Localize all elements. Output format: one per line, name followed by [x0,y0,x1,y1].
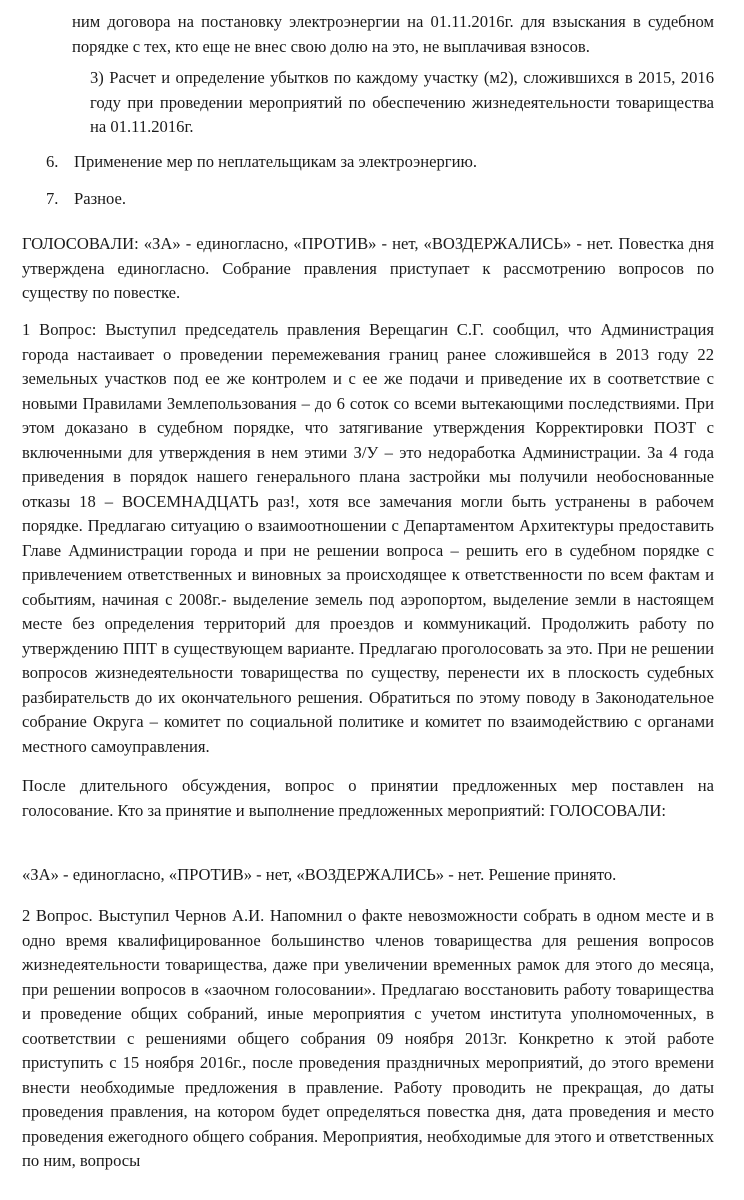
agenda-item-text: Применение мер по неплательщикам за электроэнергию. [74,152,477,171]
discussion-paragraph: После длительного обсуждения, вопрос о принятии предложенных мер поставлен на голосование. Кто за принятие и выполнение предложенных мероприятий: ГОЛОСОВАЛИ: [22,776,714,820]
agenda-item-number: 7. [46,189,59,208]
question-2-paragraph: 2 Вопрос. Выступил Чернов А.И. Напомнил о факте невозможности собрать в одном месте и в одно время квалифицированное большинство членов товарищества для решения вопросов жизнедеятельности товарищества, даже при увеличении временных рамок для этого до месяца, при решении вопросов в «заочном голосовании». Предлагаю восстановить работу товарищества и проведение общих собраний, иные мероприятия с учетом института уполномоченных, в соответствии с решениями общего собрания 09 ноября 2013г. Конкретно к этой работе приступить с 15 ноября 2016г., после проведения праздничных мероприятий, до этого времени внести необходимые предложения в правление. Работу проводить не прекращая, до даты проведения правления, на котором будет определяться повестка дня, дата проведения и место проведения ежегодного общего собрания. Мероприятия, необходимые для этого и ответственных по ним, вопросы [22,906,714,1170]
agenda-item-6 [46,150,714,175]
agenda-item-number: 6. [46,152,59,171]
agenda-subitem-3: 3) Расчет и определение убытков по каждому участку (м2), сложившихся в 2015, 2016 году при проведении мероприятий по обеспечению жизнедеятельности товарищества на 01.11.2016г. [90,68,714,136]
agenda-item-text: Разное. [74,189,127,208]
vote-result-paragraph: «ЗА» - единогласно, «ПРОТИВ» - нет, «ВОЗДЕРЖАЛИСЬ» - нет. Решение принято. [22,865,617,884]
intro-continuation-paragraph: ним договора на постановку электроэнергии на 01.11.2016г. для взыскания в судебном порядке с тех, кто еще не внес свою долю на это, не выплачивая взносов. [72,12,714,56]
agenda-item-7 [46,187,714,212]
question-1-paragraph: 1 Вопрос: Выступил председатель правления Верещагин С.Г. сообщил, что Администрация города настаивает о проведении перемежевания границ ранее сложившейся в 2013 году 22 земельных участков под ее же контролем и с ее же подачи и приведение их в соответствие с новыми Правилами Землепользования – до 6 соток со всеми вытекающими последствиями. При этом доказано в судебном порядке, что затягивание утверждения Корректировки ПОЗТ с включенными для утверждения в нем этими З/У – это недоработка Администрации. За 4 года приведения в порядок нашего генерального плана застройки мы получили необоснованные отказы 18 – ВОСЕМНАДЦАТЬ раз!, хотя все замечания могли быть устранены в рабочем порядке. Предлагаю ситуацию о взаимоотношении с Департаментом Архитектуры предоставить Главе Администрации города и при не решении вопроса – решить его в судебном порядке с привлечением ответственных и виновных за происходящее к ответственности по всем фактам и событиям, начиная с 2008г.- выделение земель под аэропортом, выделение земли в настоящем месте без определения территорий для проездов и коммуникаций. Продолжить работу по утверждению ППТ в существующем варианте. Предлагаю проголосовать за это. При не решении вопросов жизнедеятельности товарищества по существу, перенести их в плоскость судебных разбирательств до их окончательного решения. Обратиться по этому поводу в Законодательное собрание Округа – комитет по социальной политике и комитет по взаимодействию с органами местного самоуправления. [22,320,714,756]
agenda-vote-paragraph: ГОЛОСОВАЛИ: «ЗА» - единогласно, «ПРОТИВ» - нет, «ВОЗДЕРЖАЛИСЬ» - нет. Повестка дня утверждена единогласно. Собрание правления приступает к рассмотрению вопросов по существу по повестке. [22,234,714,302]
